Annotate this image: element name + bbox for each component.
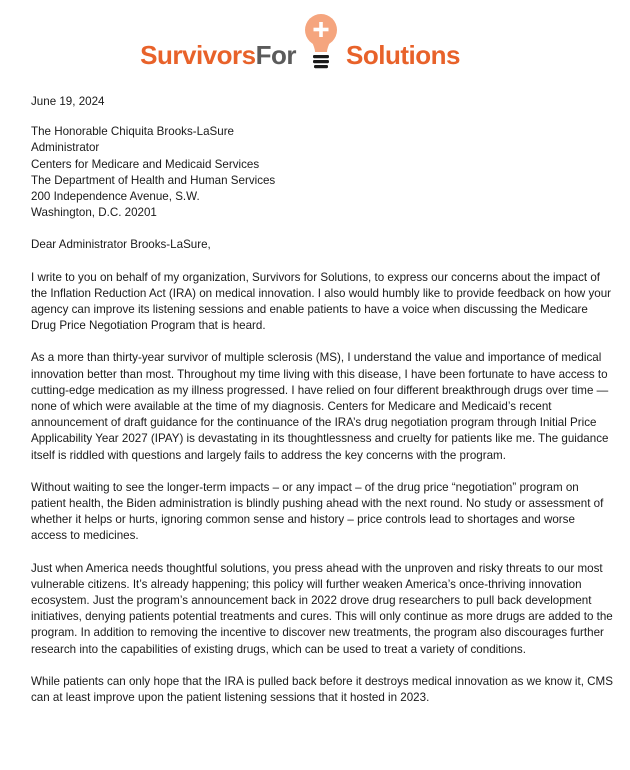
logo — [0, 12, 630, 80]
address-line: Washington, D.C. 20201 — [31, 206, 157, 220]
paragraph: As a more than thirty-year survivor of multiple sclerosis (MS), I understand the value and importance of medical innovation better than most. Throughout my time living with this disease, I have been fortunate to have access to cutting-edge medication as my illness progressed. I have relied on four different breakthrough drugs over time —none of which were available at the time of my diagnosis. Centers for Medicare and Medicaid’s recent announcement of draft guidance for the continuance of the IRA’s drug negotiation program through Initial Price Applicability Year 2027 (IPAY) is devastating in its thoughtlessness and cruelty for patients like me. The guidance itself is riddled with questions and largely fails to address the key concerns with the program. — [31, 351, 609, 462]
address-line: Centers for Medicare and Medicaid Services — [31, 157, 260, 171]
address-line: The Department of Health and Human Services — [31, 173, 276, 187]
salutation: Dear Administrator Brooks-LaSure, — [31, 238, 211, 252]
logo-for-text: For — [255, 40, 296, 70]
lightbulb-plus-icon — [297, 12, 345, 76]
letter-body — [31, 94, 613, 722]
paragraph: While patients can only hope that the IRA is pulled back before it destroys medical innovation as we know it, CMS can at least improve upon the patient listening sessions that it hosted in 2023. — [31, 674, 613, 705]
paragraph: Just when America needs thoughtful solutions, you press ahead with the unproven and risky threats to our most vulnerable citizens. It’s already happening; this policy will further weaken America’s once-thriving innovation ecosystem. Just the program’s announcement back in 2022 drove drug researchers to pull back development initiatives, denying patients potential treatments and cures. This will only continue as more drugs are added to the program. In addition to removing the incentive to discover new treatments, the program also discourages further research into the capabilities of existing drugs, which can be used to treat a variety of conditions. — [31, 561, 613, 656]
address-line: 200 Independence Avenue, S.W. — [31, 190, 200, 204]
logo-wordmark-left — [140, 39, 296, 71]
logo-survivors-text: Survivors — [140, 40, 256, 70]
letter-date: June 19, 2024 — [31, 95, 105, 108]
recipient-address — [31, 124, 613, 221]
address-line: Administrator — [31, 141, 100, 155]
paragraph: Without waiting to see the longer-term impacts – or any impact – of the drug price “negotiation” program on patient health, the Biden administration is blindly pushing ahead with the next round. No study or assessment of whether it helps or hurts, ignoring common sense and history – price controls lead to shortages and worse access to medicines. — [31, 480, 604, 543]
address-line: The Honorable Chiquita Brooks-LaSure — [31, 125, 235, 139]
paragraph: I write to you on behalf of my organization, Survivors for Solutions, to express our concerns about the impact of the Inflation Reduction Act (IRA) on medical innovation. I also would humbly like to provide feedback on how your agency can improve its listening sessions and enable patients to have a voice when discussing the Medicare Drug Price Negotiation Program that is heard. — [31, 270, 612, 333]
logo-solutions-text: Solutions — [346, 40, 460, 70]
